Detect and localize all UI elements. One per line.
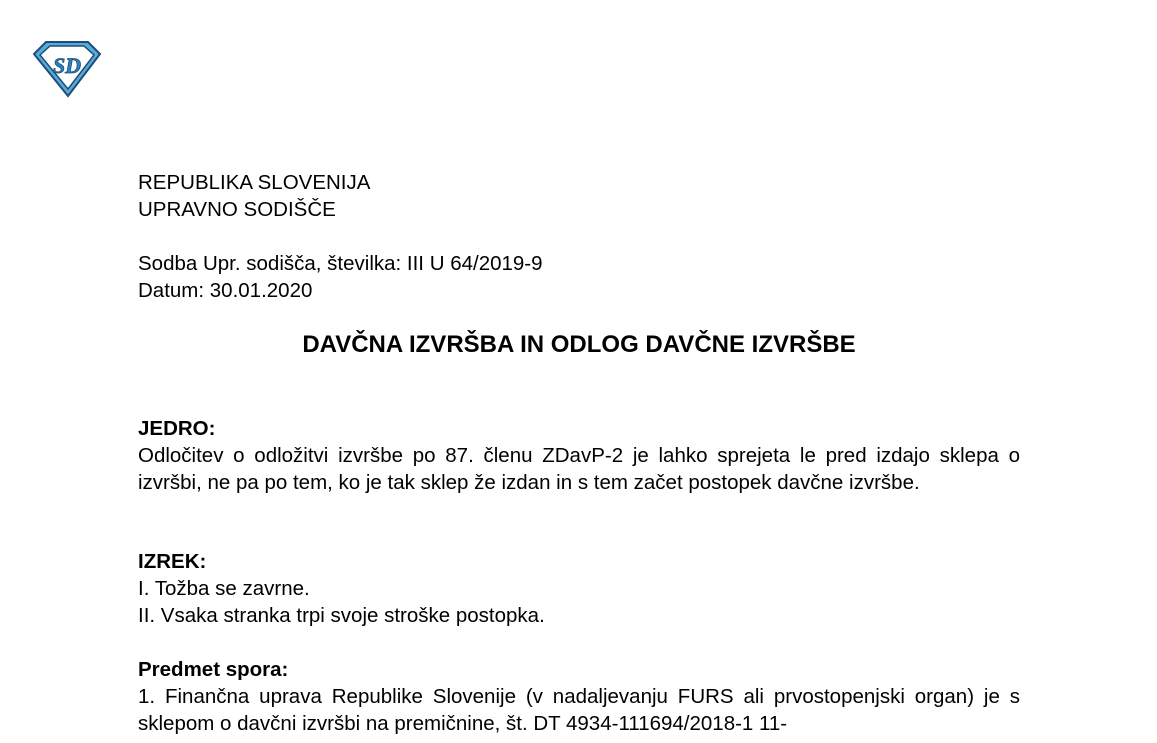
court-header: [138, 169, 1020, 223]
header-line-court: UPRAVNO SODIŠČE: [138, 198, 336, 221]
section-izrek: [138, 548, 1020, 629]
section-jedro: [138, 415, 1020, 496]
izrek-heading: IZREK:: [138, 550, 207, 573]
case-number: Sodba Upr. sodišča, številka: III U 64/2019-9: [138, 252, 543, 275]
logo-monogram: SD: [52, 53, 82, 78]
header-line-republic: REPUBLIKA SLOVENIJA: [138, 171, 371, 194]
izrek-item: II. Vsaka stranka trpi svoje stroške postopka.: [138, 604, 545, 627]
predmet-text: 1. Finančna uprava Republike Slovenije (v nadaljevanju FURS ali prvostopenjski organ) je s sklepom o davčni izvršbi na premičnine, št. DT 4934-111694/2018-1 11-: [138, 685, 1020, 735]
jedro-text: Odločitev o odložitvi izvršbe po 87. členu ZDavP-2 je lahko sprejeta le pred izdajo sklepa o izvršbi, ne pa po tem, ko je tak sklep že izdan in s tem začet postopek davčne izvršbe.: [138, 444, 1020, 494]
court-logo: [30, 40, 104, 100]
case-meta: [138, 250, 1020, 304]
predmet-heading: Predmet spora:: [138, 658, 289, 681]
izrek-item: I. Tožba se zavrne.: [138, 577, 310, 600]
section-predmet: [138, 656, 1020, 737]
case-date: Datum: 30.01.2020: [138, 279, 313, 302]
jedro-heading: JEDRO:: [138, 417, 216, 440]
document-title: DAVČNA IZVRŠBA IN ODLOG DAVČNE IZVRŠBE: [302, 331, 856, 358]
